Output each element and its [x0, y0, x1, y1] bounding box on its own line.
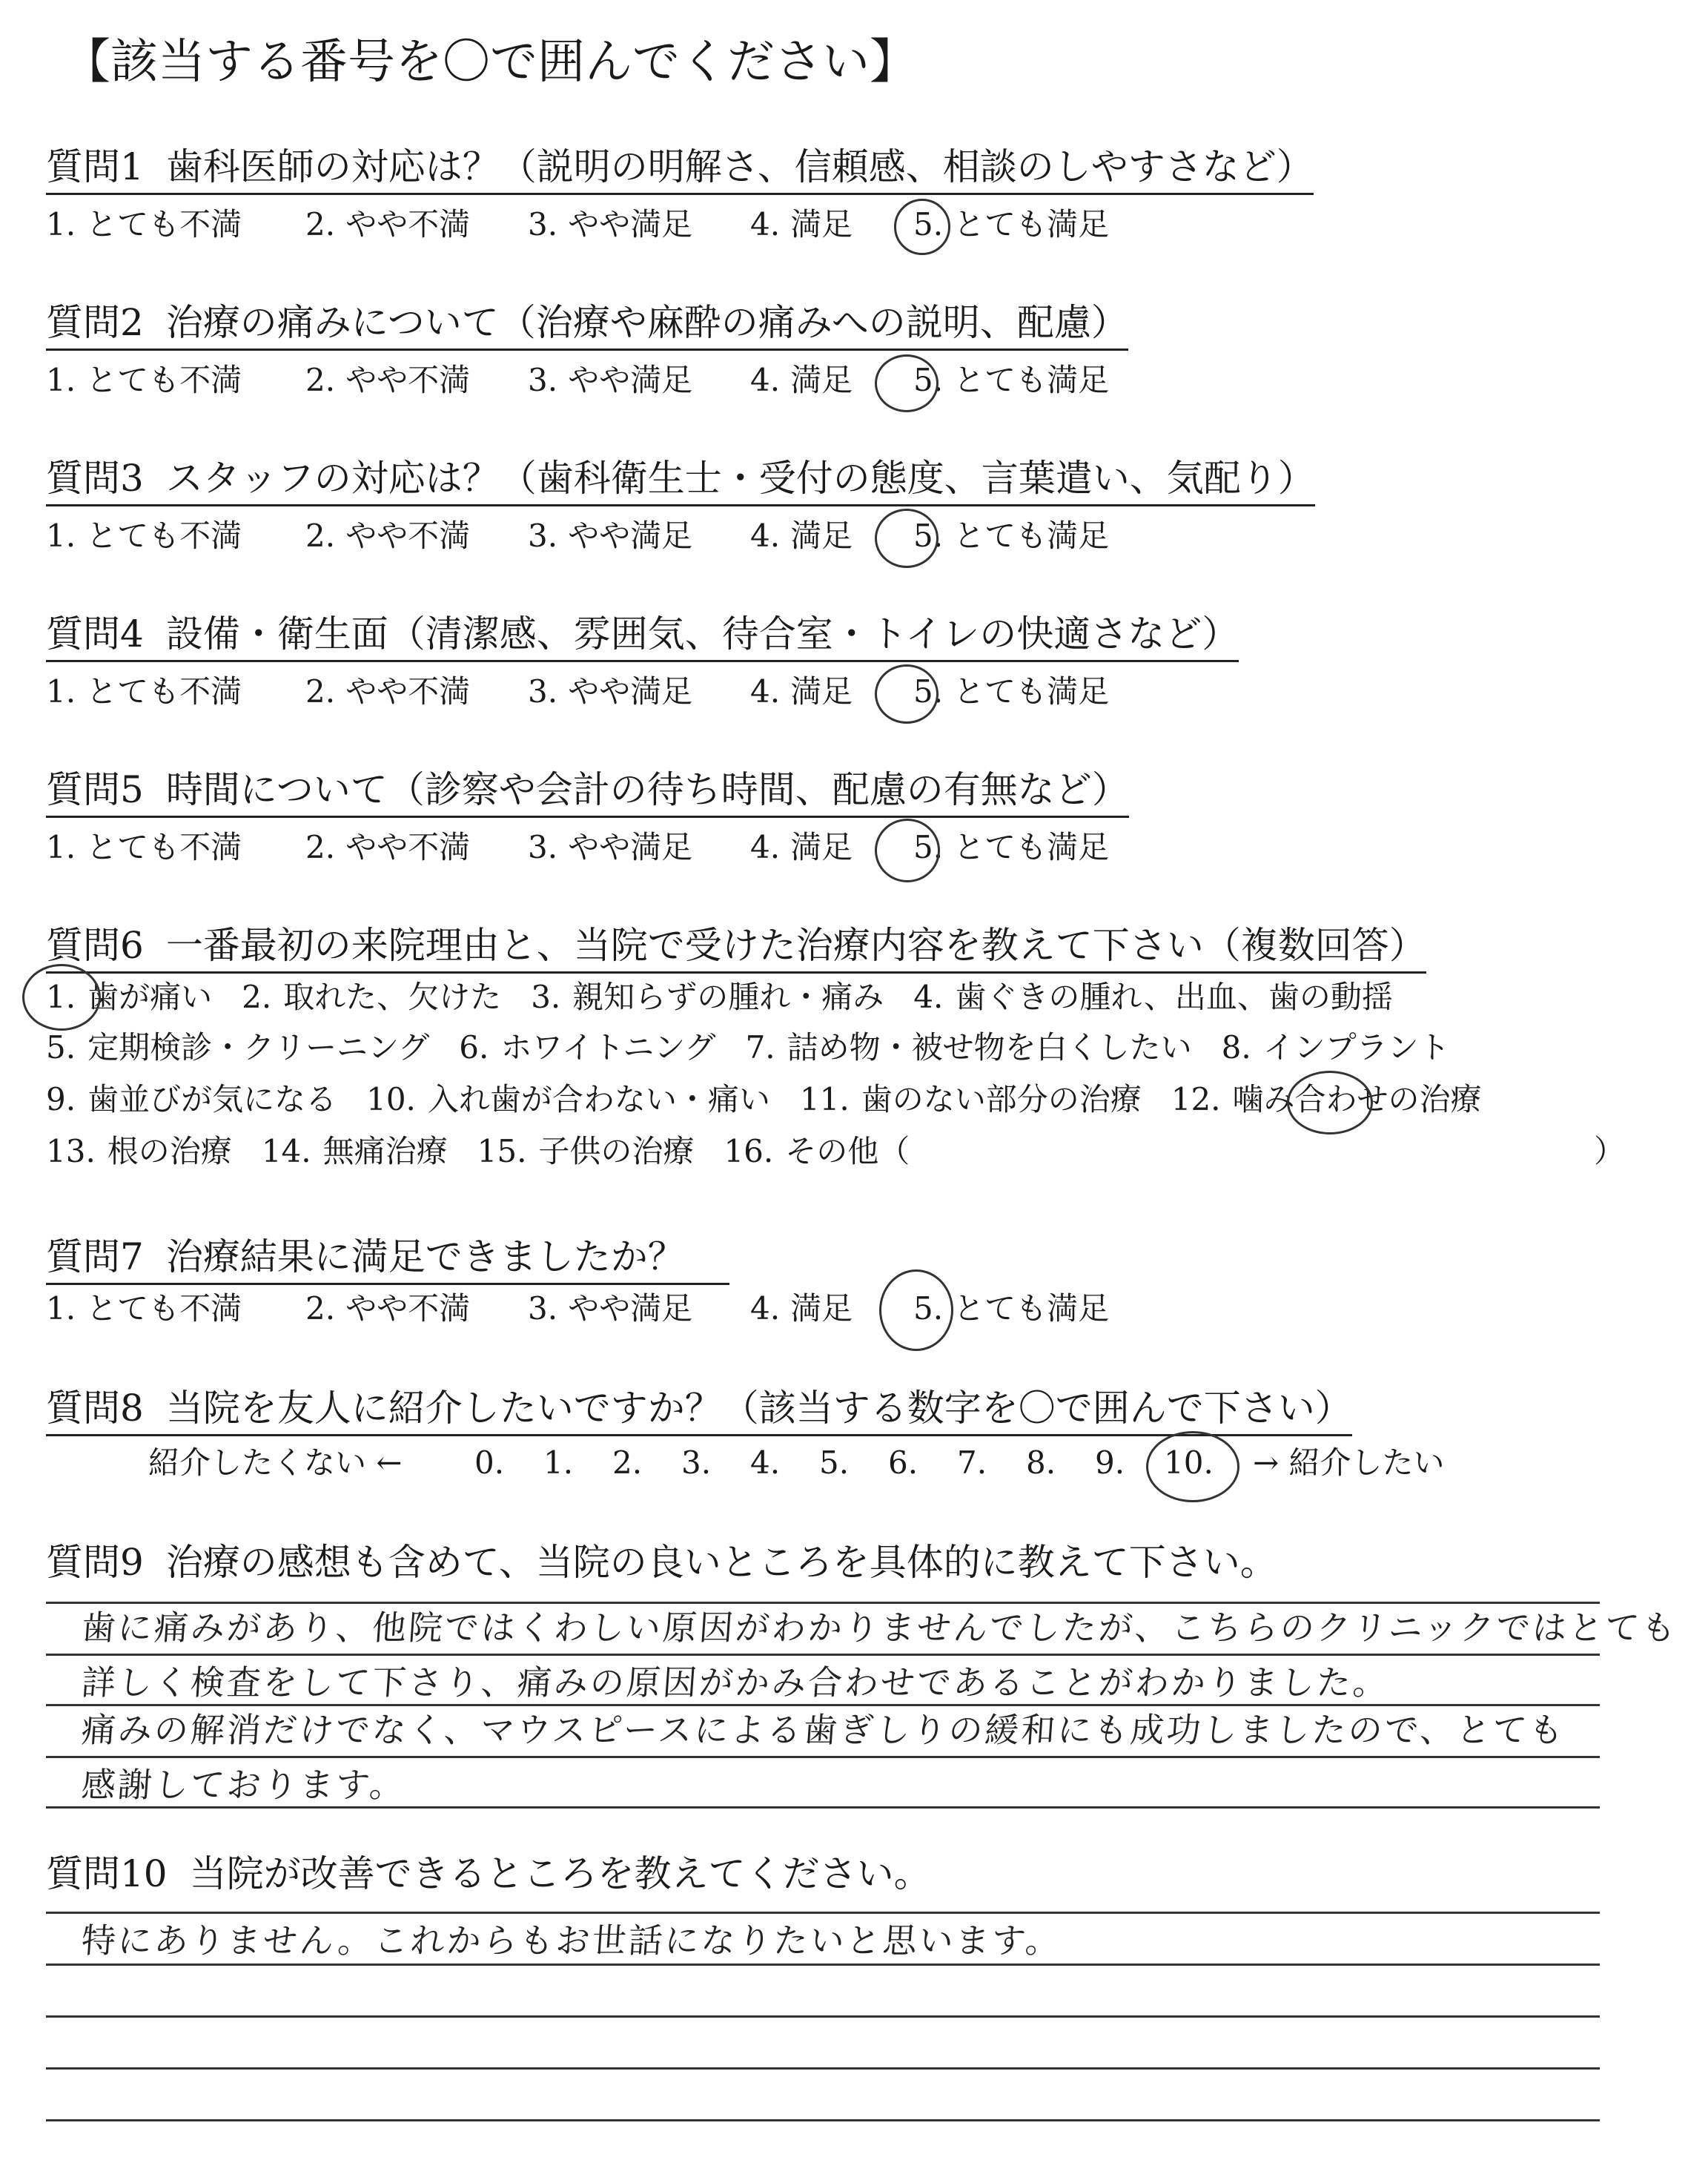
q8-scale-row	[148, 1444, 403, 1481]
question-8-heading	[46, 1387, 1352, 1436]
q4-option-2[interactable]: 2. やや不満	[305, 673, 471, 710]
q8-value-0[interactable]: 0.	[474, 1444, 505, 1481]
q5-option-5[interactable]: 5. とても満足	[913, 829, 1110, 865]
q7-option-4[interactable]: 4. 満足	[750, 1290, 853, 1327]
q3-option-4[interactable]: 4. 満足	[750, 518, 853, 554]
q8-value-5[interactable]: 5.	[819, 1444, 850, 1481]
q2-option-1[interactable]: 1. とても不満	[46, 362, 242, 398]
question-2-heading	[46, 301, 1128, 351]
q6-item-5[interactable]: 5. 定期検診・クリーニング	[46, 1029, 430, 1066]
q4-option-3[interactable]: 3. やや満足	[528, 673, 693, 710]
q10-rule-4	[46, 2067, 1600, 2070]
q9-answer-line-1: 歯に痛みがあり、他院ではくわしい原因がわかりませんでしたが、こちらのクリニックではとても	[80, 1608, 1680, 1648]
q8-value-9[interactable]: 9.	[1095, 1444, 1125, 1481]
question-2-label: 質問2	[46, 301, 144, 344]
q10-rule-3	[46, 2015, 1600, 2018]
q6-selected-circle-12	[1287, 1071, 1373, 1135]
q9-answer-line-4: 感謝しております。	[80, 1765, 408, 1805]
q7-option-2[interactable]: 2. やや不満	[305, 1290, 471, 1327]
question-4-heading	[46, 612, 1239, 662]
q6-item-7[interactable]: 7. 詰め物・被せ物を白くしたい	[745, 1029, 1192, 1066]
question-6-heading	[46, 924, 1426, 974]
q6-item-9[interactable]: 9. 歯並びが気になる	[46, 1081, 337, 1117]
q6-item-11[interactable]: 11. 歯のない部分の治療	[799, 1081, 1142, 1117]
q3-option-2[interactable]: 2. やや不満	[305, 518, 471, 554]
q5-option-1[interactable]: 1. とても不満	[46, 829, 242, 865]
question-8-text: 当院を友人に紹介したいですか？（該当する数字を〇で囲んで下さい）	[165, 1387, 1352, 1430]
q10-rule-5	[46, 2119, 1600, 2121]
q7-option-1[interactable]: 1. とても不満	[46, 1290, 242, 1327]
question-7-heading	[46, 1235, 729, 1285]
q10-rule-2	[46, 1964, 1600, 1966]
q1-option-5[interactable]: 5. とても満足	[913, 206, 1110, 242]
question-4-text: 設備・衛生面（清潔感、雰囲気、待合室・トイレの快適さなど）	[165, 612, 1239, 655]
q1-option-1[interactable]: 1. とても不満	[46, 206, 242, 242]
q8-value-8[interactable]: 8.	[1026, 1444, 1056, 1481]
question-10-label: 質問10	[46, 1852, 168, 1895]
q6-item-16[interactable]: 16. その他（	[724, 1133, 910, 1169]
question-3-text: スタッフの対応は？（歯科衛生士・受付の態度、言葉遣い、気配り）	[165, 457, 1315, 500]
q2-option-3[interactable]: 3. やや満足	[528, 362, 693, 398]
q6-item-4[interactable]: 4. 歯ぐきの腫れ、出血、歯の動揺	[913, 979, 1393, 1015]
q8-value-1[interactable]: 1.	[543, 1444, 574, 1481]
q2-selected-circle	[875, 354, 939, 412]
q9-rule-4	[46, 1756, 1600, 1758]
q1-selected-circle	[894, 199, 950, 255]
question-4-label: 質問4	[46, 612, 144, 655]
q4-option-5[interactable]: 5. とても満足	[913, 673, 1110, 710]
q5-option-2[interactable]: 2. やや不満	[305, 829, 471, 865]
q6-item-15[interactable]: 15. 子供の治療	[477, 1133, 695, 1169]
q6-row-2	[46, 1029, 1480, 1066]
q6-item-10[interactable]: 10. 入れ歯が合わない・痛い	[366, 1081, 770, 1117]
q6-item-3[interactable]: 3. 親知らずの腫れ・痛み	[531, 979, 884, 1015]
question-5-heading	[46, 768, 1129, 818]
question-6-label: 質問6	[46, 924, 144, 967]
q9-answer-line-3: 痛みの解消だけでなく、マウスピースによる歯ぎしりの緩和にも成功しましたので、とても	[80, 1710, 1567, 1750]
question-9-text: 治療の感想も含めて、当院の良いところを具体的に教えて下さい。	[165, 1541, 1277, 1584]
q8-right-label: → 紹介したい	[1253, 1444, 1445, 1481]
q2-option-5[interactable]: 5. とても満足	[913, 362, 1110, 398]
q9-rule-5	[46, 1806, 1600, 1809]
question-6-text: 一番最初の来院理由と、当院で受けた治療内容を教えて下さい（複数回答）	[165, 924, 1426, 967]
q6-row-4	[46, 1133, 939, 1169]
question-1-text: 歯科医師の対応は？（説明の明解さ、信頼感、相談のしやすさなど）	[165, 145, 1314, 188]
q3-option-3[interactable]: 3. やや満足	[528, 518, 693, 554]
q8-value-3[interactable]: 3.	[681, 1444, 712, 1481]
q8-selected-circle	[1146, 1431, 1239, 1502]
q6-row-1	[46, 979, 1423, 1015]
q6-item-1[interactable]: 1. 歯が痛い	[46, 979, 213, 1015]
question-9-label: 質問9	[46, 1541, 144, 1584]
question-1-label: 質問1	[46, 145, 144, 188]
q8-value-2[interactable]: 2.	[612, 1444, 643, 1481]
q3-option-1[interactable]: 1. とても不満	[46, 518, 242, 554]
q1-option-4[interactable]: 4. 満足	[750, 206, 853, 242]
q7-option-5[interactable]: 5. とても満足	[913, 1290, 1110, 1327]
q5-option-4[interactable]: 4. 満足	[750, 829, 853, 865]
q4-selected-circle	[875, 664, 939, 724]
q6-item-14[interactable]: 14. 無痛治療	[261, 1133, 448, 1169]
q6-item-13[interactable]: 13. 根の治療	[46, 1133, 232, 1169]
q6-item-2[interactable]: 2. 取れた、欠けた	[242, 979, 502, 1015]
q8-value-10[interactable]: 10.	[1164, 1444, 1214, 1481]
question-10-text: 当院が改善できるところを教えてください。	[189, 1852, 931, 1895]
q2-option-2[interactable]: 2. やや不満	[305, 362, 471, 398]
q10-answer-line-1: 特にありません。これからもお世話になりたいと思います。	[80, 1920, 1063, 1961]
q8-value-7[interactable]: 7.	[957, 1444, 987, 1481]
question-10-heading	[46, 1852, 931, 1900]
question-7-label: 質問7	[46, 1235, 144, 1278]
q1-option-3[interactable]: 3. やや満足	[528, 206, 693, 242]
question-7-text: 治療結果に満足できましたか？	[165, 1235, 685, 1278]
q6-item-8[interactable]: 8. インプラント	[1221, 1029, 1450, 1066]
q5-selected-circle	[875, 819, 940, 882]
q5-option-3[interactable]: 3. やや満足	[528, 829, 693, 865]
q8-value-4[interactable]: 4.	[750, 1444, 781, 1481]
q6-item-6[interactable]: 6. ホワイトニング	[459, 1029, 716, 1066]
q4-option-4[interactable]: 4. 満足	[750, 673, 853, 710]
question-2-text: 治療の痛みについて（治療や麻酔の痛みへの説明、配慮）	[165, 301, 1128, 344]
question-5-label: 質問5	[46, 768, 144, 811]
q9-rule-2	[46, 1654, 1600, 1656]
q2-option-4[interactable]: 4. 満足	[750, 362, 853, 398]
question-9-heading	[46, 1541, 1277, 1588]
question-3-label: 質問3	[46, 457, 144, 500]
question-3-heading	[46, 457, 1315, 506]
q1-option-2[interactable]: 2. やや不満	[305, 206, 471, 242]
q10-rule-1	[46, 1912, 1600, 1914]
q8-left-label: 紹介したくない ←	[148, 1444, 403, 1481]
question-8-label: 質問8	[46, 1387, 144, 1430]
q6-other-close-paren: ）	[1594, 1133, 1626, 1169]
q4-option-1[interactable]: 1. とても不満	[46, 673, 242, 710]
question-1-heading	[46, 145, 1314, 195]
q7-option-3[interactable]: 3. やや満足	[528, 1290, 693, 1327]
q9-answer-line-2: 詳しく検査をして下さり、痛みの原因がかみ合わせであることがわかりました。	[80, 1662, 1391, 1702]
q7-selected-circle	[879, 1269, 953, 1351]
q3-option-5[interactable]: 5. とても満足	[913, 518, 1110, 554]
question-5-text: 時間について（診察や会計の待ち時間、配慮の有無など）	[165, 768, 1129, 811]
q9-rule-3	[46, 1704, 1600, 1706]
q9-rule-1	[46, 1602, 1600, 1604]
q6-item-12[interactable]: 12. 噛み合わせの治療	[1171, 1081, 1482, 1117]
q8-value-6[interactable]: 6.	[888, 1444, 918, 1481]
q6-selected-circle-1	[22, 964, 101, 1031]
page-title: 【該当する番号を〇で囲んでください】	[63, 35, 917, 90]
q3-selected-circle	[875, 509, 939, 568]
